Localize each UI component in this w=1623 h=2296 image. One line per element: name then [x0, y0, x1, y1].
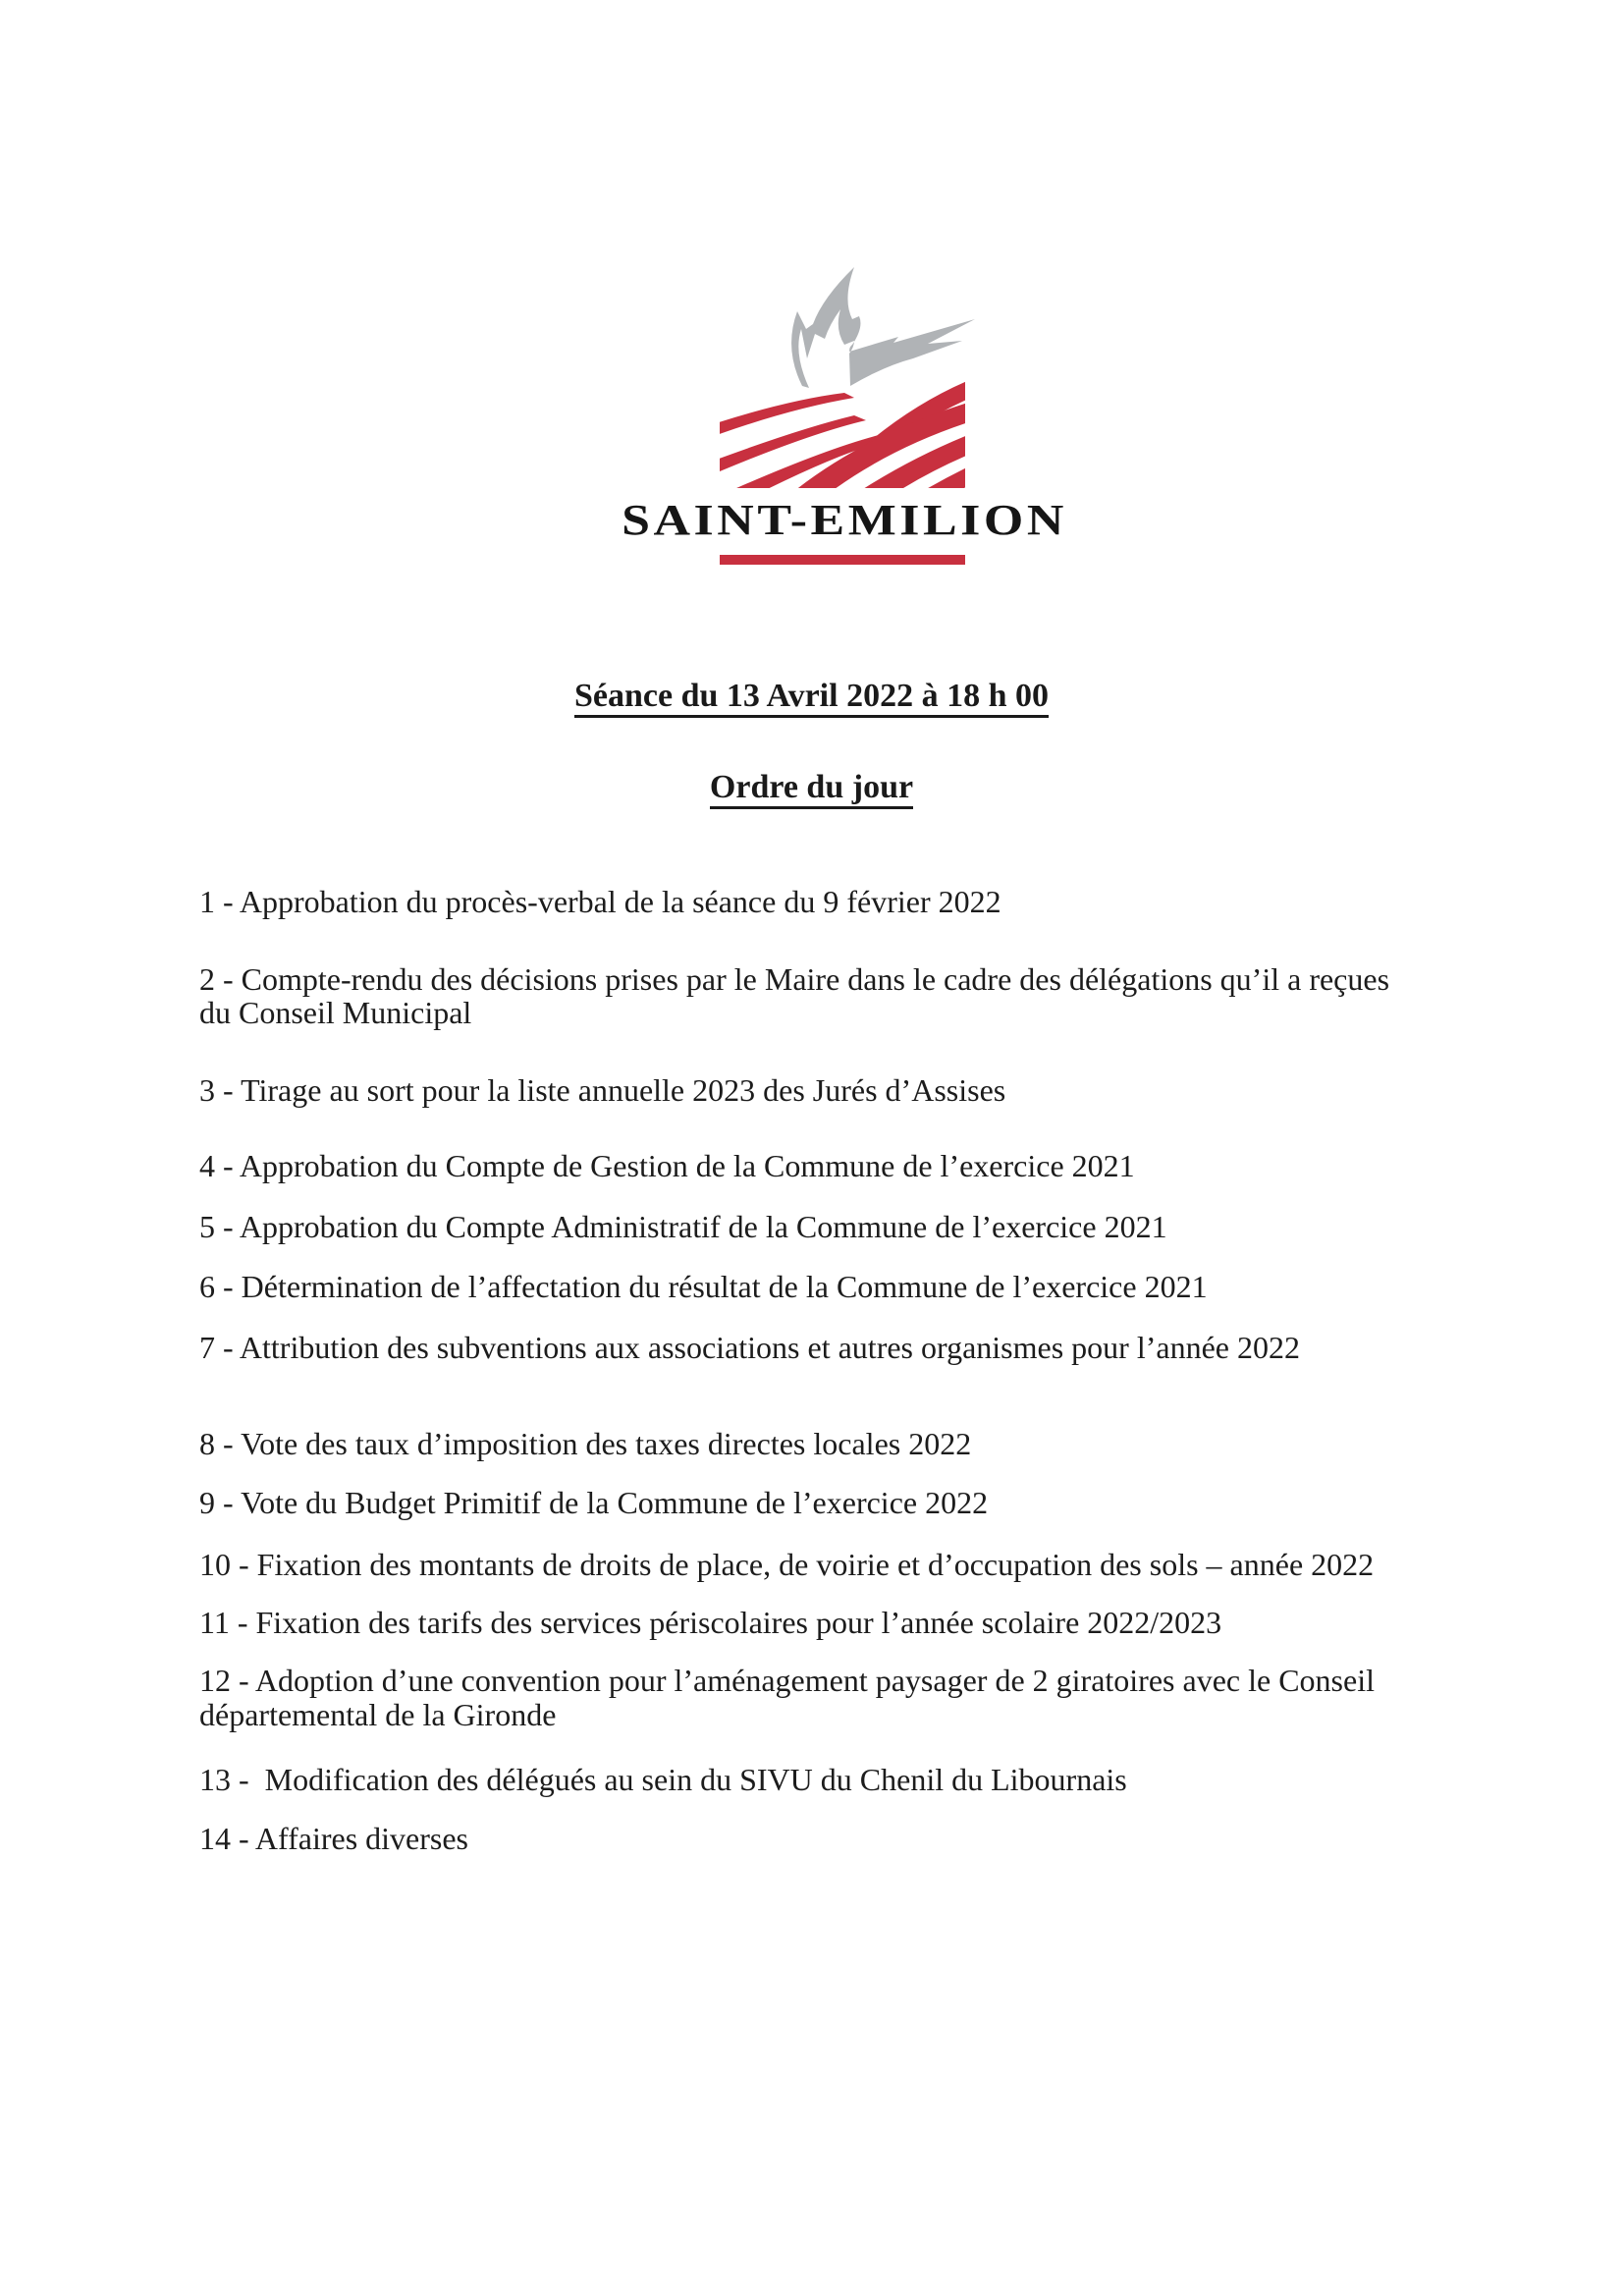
- vineyard-stripes: [707, 368, 982, 491]
- agenda-item-8: 8 - Vote des taux d’imposition des taxes directes locales 2022: [199, 1426, 972, 1461]
- agenda-item-10: 10 - Fixation des montants de droits de place, de voirie et d’occupation des sols – année 2022: [199, 1547, 1375, 1582]
- agenda-item-7: 7 - Attribution des subventions aux associations et autres organismes pour l’année 2022: [199, 1330, 1300, 1365]
- agenda-item-11: 11 - Fixation des tarifs des services périscolaires pour l’année scolaire 2022/2023: [199, 1605, 1222, 1640]
- agenda-item-12-continued: départemental de la Gironde: [199, 1697, 557, 1732]
- session-heading: [0, 678, 1623, 718]
- agenda-item-9: 9 - Vote du Budget Primitif de la Commune de l’exercice 2022: [199, 1485, 989, 1520]
- session-title: Séance du 13 Avril 2022 à 18 h 00: [574, 680, 1049, 718]
- agenda-item-12: 12 - Adoption d’une convention pour l’aménagement paysager de 2 giratoires avec le Conseil: [199, 1663, 1375, 1698]
- agenda-item-2: 2 - Compte-rendu des décisions prises par le Maire dans le cadre des délégations qu’il a reçues: [199, 961, 1390, 997]
- agenda-heading: [0, 769, 1623, 809]
- agenda-item-2-continued: du Conseil Municipal: [199, 995, 472, 1030]
- agenda-item-6: 6 - Détermination de l’affectation du résultat de la Commune de l’exercice 2021: [199, 1269, 1208, 1304]
- agenda-item-1: 1 - Approbation du procès-verbal de la séance du 9 février 2022: [199, 884, 1001, 919]
- agenda-item-14: 14 - Affaires diverses: [199, 1821, 468, 1856]
- agenda-item-5: 5 - Approbation du Compte Administratif de la Commune de l’exercice 2021: [199, 1209, 1167, 1244]
- agenda-title: Ordre du jour: [710, 771, 913, 809]
- logo-text: SAINT-EMILION: [622, 496, 1067, 544]
- agenda-item-3: 3 - Tirage au sort pour la liste annuelle 2023 des Jurés d’Assises: [199, 1072, 1006, 1108]
- agenda-item-4: 4 - Approbation du Compte de Gestion de la Commune de l’exercice 2021: [199, 1148, 1135, 1183]
- logo-graphic: [707, 260, 982, 491]
- logo-underline-bar: [720, 555, 965, 565]
- agenda-item-13: 13 - Modification des délégués au sein du SIVU du Chenil du Libournais: [199, 1762, 1127, 1797]
- flame-icon: [791, 267, 975, 388]
- saint-emilion-logo: [707, 260, 982, 491]
